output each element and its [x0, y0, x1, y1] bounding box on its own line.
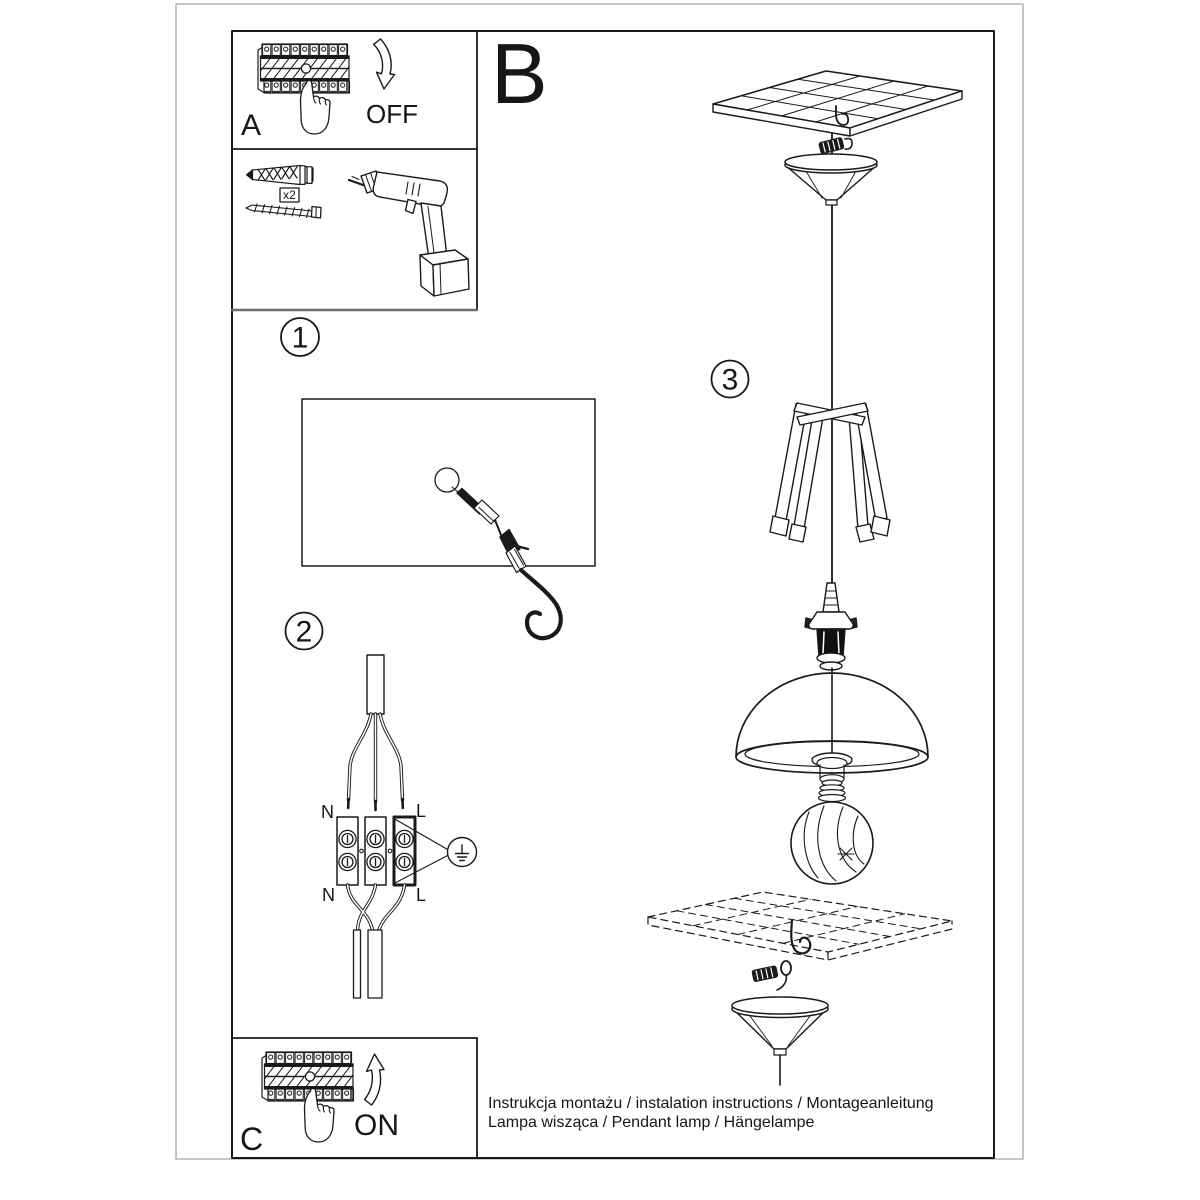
anchor-quantity-badge: [280, 188, 299, 202]
ceiling-panel-icon: [713, 71, 962, 136]
circuit-breaker-hand-icon: [262, 1052, 354, 1142]
panel-c-state: ON: [354, 1109, 399, 1142]
label-n-bottom: N: [322, 885, 335, 905]
bulb-icon: [791, 780, 873, 884]
label-n-top: N: [321, 802, 334, 822]
wiring-diagram: [321, 655, 477, 998]
panel-c-step: [240, 1052, 399, 1157]
svg-text:2: 2: [295, 615, 313, 649]
panel-c-label: C: [240, 1121, 264, 1157]
svg-text:3: 3: [721, 363, 739, 397]
ceiling-panel-dashed-icon: [648, 892, 952, 960]
cord-clip-icon: [819, 138, 852, 154]
drill-icon: [349, 171, 469, 296]
ceiling-section-box: [302, 399, 595, 566]
svg-text:1: 1: [291, 321, 309, 355]
footer-line1: Instrukcja montażu / instalation instructions / Montageanleitung: [488, 1095, 934, 1112]
wall-plug-icon: [247, 166, 314, 185]
footer-captions: [488, 1095, 934, 1131]
arrow-up-icon: [365, 1054, 385, 1105]
step-3-badge: [712, 361, 749, 398]
canopy-cone-icon: [785, 154, 877, 205]
cord-clip-eye-icon: [752, 961, 791, 990]
step-1-badge: [281, 318, 319, 356]
terminal-block-icon: [337, 817, 415, 885]
screw-icon: [246, 204, 321, 218]
pendant-lamp-assembly: [648, 71, 962, 1085]
wires-bottom: [348, 885, 405, 998]
panel-a-label: A: [241, 109, 262, 142]
section-b-title: B: [491, 27, 548, 122]
supply-cable-icon: [367, 655, 384, 714]
hook-anchor-step: [302, 399, 595, 638]
drill-hole-icon: [435, 468, 459, 492]
hook-screw-anchor-icon: [452, 487, 561, 638]
lamp-socket-icon: [805, 583, 857, 670]
label-l-bottom: L: [416, 885, 427, 905]
wood-frame-icon: [770, 403, 890, 542]
panel-a-step: [241, 39, 418, 142]
panel-a-state: OFF: [366, 99, 418, 129]
label-l-top: L: [416, 801, 427, 821]
step-2-badge: [286, 613, 323, 650]
wires-top: [348, 714, 403, 810]
footer-line2: Lampa wisząca / Pendant lamp / Hängelampe: [488, 1114, 815, 1131]
canopy-cone-bottom-icon: [732, 997, 828, 1085]
main-frame: [232, 31, 994, 1158]
tools-step: [246, 166, 469, 297]
circuit-breaker-hand-icon: [258, 44, 350, 134]
svg-text:x2: x2: [283, 188, 296, 202]
arrow-down-icon: [374, 39, 395, 89]
